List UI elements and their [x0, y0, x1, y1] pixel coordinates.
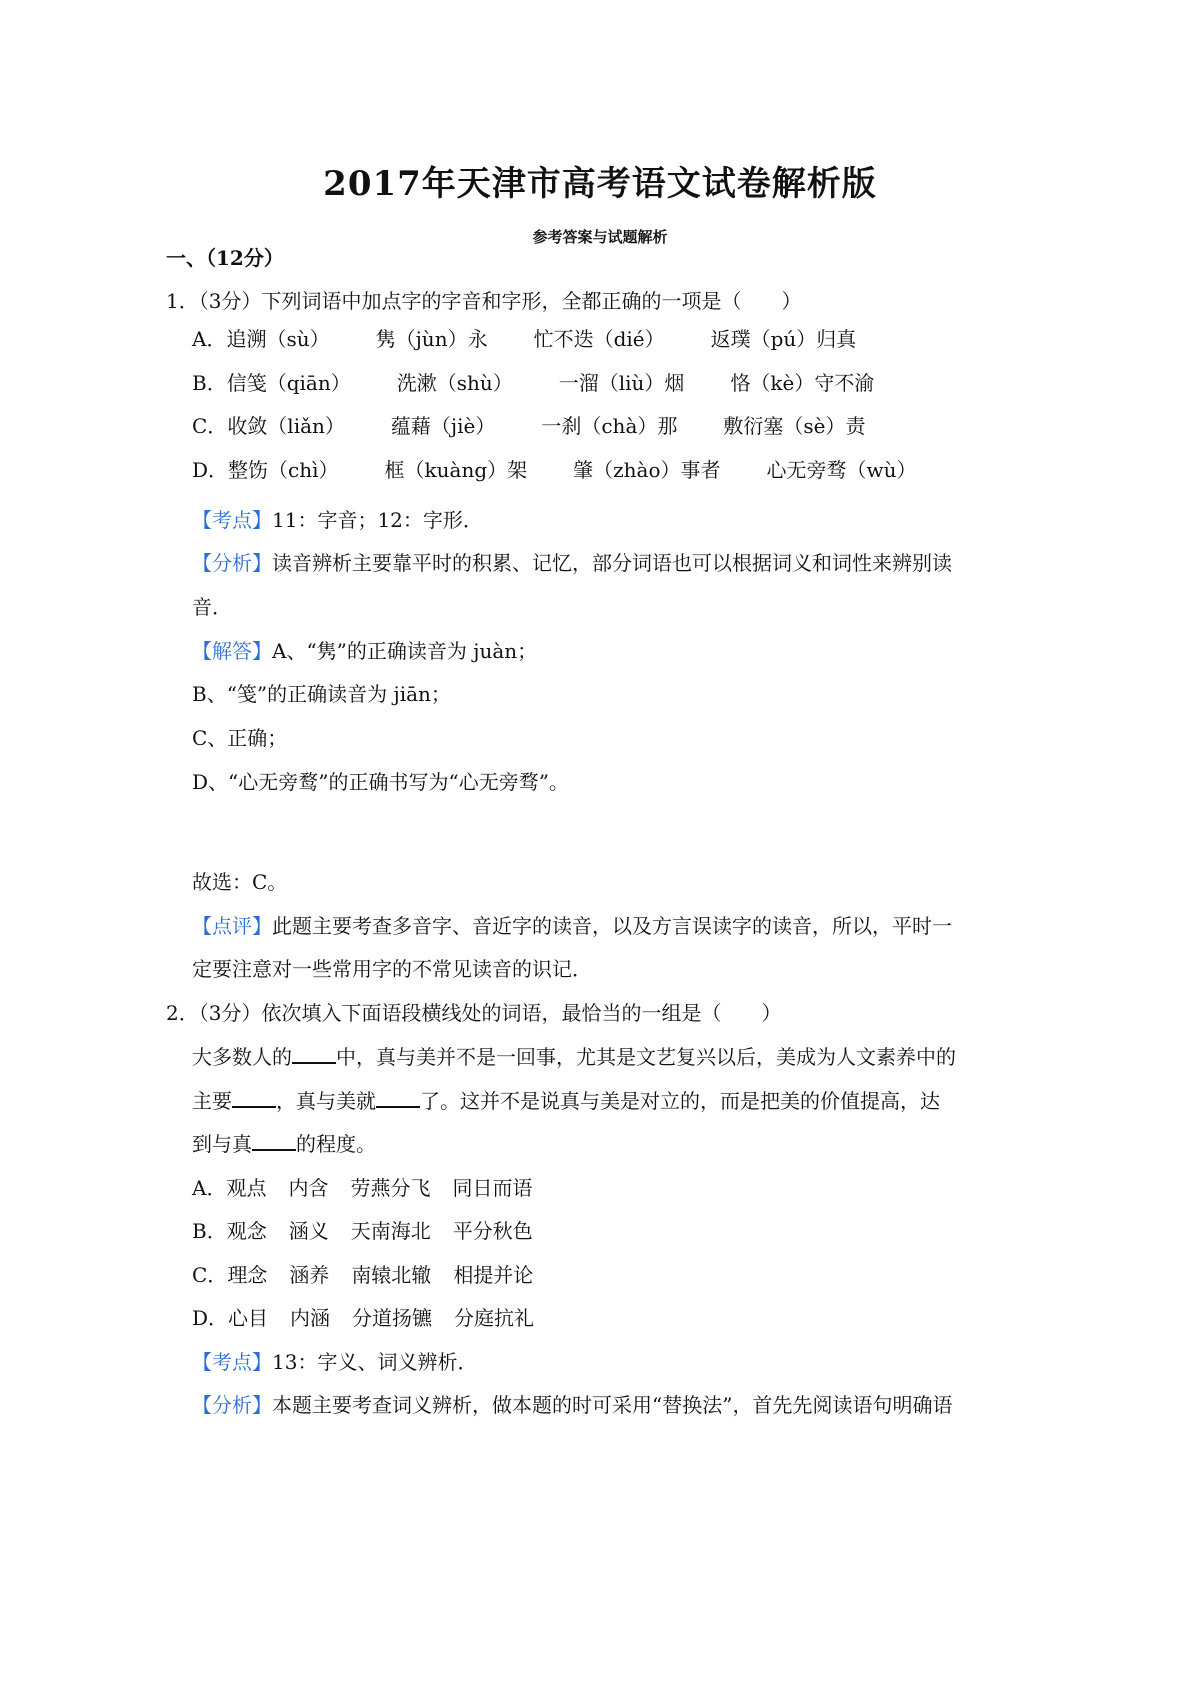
- option-item: 框（kuàng）架: [384, 458, 528, 482]
- option-label: B．: [192, 1219, 227, 1243]
- option-label: A．: [192, 327, 227, 351]
- q1-option-d: [192, 455, 917, 485]
- q1-jieda-c: C、正确；: [192, 726, 288, 750]
- option-item: 隽（jùn）永: [375, 327, 488, 351]
- q2-passage-line-3: [192, 1129, 376, 1159]
- option-item: 平分秋色: [452, 1219, 533, 1243]
- option-item: 恪（kè）守不渝: [730, 371, 875, 395]
- fenxi-tag: 【分析】: [192, 551, 272, 575]
- q2-fenxi: [192, 1390, 952, 1420]
- q1-dianping: [192, 911, 952, 941]
- fill-blank: [376, 1086, 420, 1108]
- q1-jieda-b: B、“笺”的正确读音为 jiān；: [192, 682, 451, 706]
- fill-blank: [292, 1042, 336, 1064]
- option-item: 洗漱（shù）: [396, 371, 513, 395]
- option-label: A．: [192, 1176, 227, 1200]
- section-heading: 一、（12分）: [166, 246, 284, 270]
- q1-option-b: [192, 368, 874, 398]
- option-label: D．: [192, 1306, 229, 1330]
- passage-text: 中，真与美并不是一回事，尤其是文艺复兴以后，美成为人文素养中的: [336, 1045, 956, 1069]
- q1-fenxi: [192, 548, 952, 578]
- q1-kaodian: [192, 505, 483, 535]
- q1-jieda: [192, 636, 537, 666]
- kaodian-text: 11：字音；12：字形．: [272, 508, 483, 532]
- option-item: 观念: [226, 1219, 267, 1243]
- question-2-stem: 2．（3分）依次填入下面语段横线处的词语，最恰当的一组是（ ）: [166, 1001, 782, 1025]
- passage-text: 大多数人的: [192, 1045, 292, 1069]
- option-item: 返璞（pú）归真: [710, 327, 857, 351]
- option-item: 涵义: [288, 1219, 329, 1243]
- option-item: 肇（zhào）事者: [573, 458, 721, 482]
- fenxi-text: 本题主要考查词义辨析，做本题的时可采用“替换法”，首先先阅读语句明确语: [272, 1393, 953, 1417]
- jieda-tag: 【解答】: [192, 639, 272, 663]
- question-1-stem: 1．（3分）下列词语中加点字的字音和字形，全都正确的一项是（ ）: [166, 289, 802, 313]
- passage-text: ，真与美就: [276, 1089, 376, 1113]
- q1-dianping-cont: 定要注意对一些常用字的不常见读音的识记．: [192, 957, 592, 981]
- fenxi-text: 读音辨析主要靠平时的积累、记忆，部分词语也可以根据词义和词性来辨别读: [272, 551, 952, 575]
- q2-passage-line-2: [192, 1086, 940, 1116]
- q1-jieda-d: D、“心无旁鹜”的正确书写为“心无旁骛”。: [192, 770, 569, 794]
- option-item: 涵养: [289, 1263, 330, 1287]
- passage-text: 到与真: [192, 1132, 252, 1156]
- option-item: 理念: [227, 1263, 268, 1287]
- q2-kaodian: [192, 1347, 477, 1377]
- passage-text: 的程度。: [296, 1132, 376, 1156]
- q2-option-a: [192, 1173, 554, 1203]
- q2-passage-line-1: [192, 1042, 956, 1072]
- option-label: C．: [192, 1263, 228, 1287]
- option-item: 追溯（sù）: [226, 327, 330, 351]
- option-item: 心无旁骛（wù）: [766, 458, 917, 482]
- option-item: 忙不迭（dié）: [533, 327, 665, 351]
- option-item: 分道扬镳: [352, 1306, 433, 1330]
- q1-option-a: [192, 324, 856, 354]
- option-item: 相提并论: [453, 1263, 534, 1287]
- option-item: 一刹（chà）那: [541, 414, 678, 438]
- jieda-text: A、“隽”的正确读音为 juàn；: [272, 639, 538, 663]
- option-item: 信笺（qiān）: [226, 371, 351, 395]
- passage-text: 了。这并不是说真与美是对立的，而是把美的价值提高，达: [420, 1089, 940, 1113]
- option-label: D．: [192, 458, 229, 482]
- option-item: 南辕北辙: [351, 1263, 432, 1287]
- option-item: 整饬（chì）: [228, 458, 339, 482]
- option-item: 心目: [228, 1306, 269, 1330]
- q1-fenxi-cont: 音．: [192, 595, 232, 619]
- q1-answer: 故选：C。: [192, 870, 288, 894]
- option-item: 敷衍塞（sè）责: [723, 414, 866, 438]
- option-item: 收敛（liǎn）: [227, 414, 345, 438]
- q2-option-b: [192, 1216, 555, 1246]
- kaodian-tag: 【考点】: [192, 508, 272, 532]
- dianping-tag: 【点评】: [192, 914, 272, 938]
- q2-option-d: [192, 1303, 556, 1333]
- q1-option-c: [192, 411, 865, 441]
- q2-option-c: [192, 1260, 555, 1290]
- option-item: 蕴藉（jiè）: [390, 414, 496, 438]
- option-item: 同日而语: [452, 1176, 533, 1200]
- fill-blank: [252, 1129, 296, 1151]
- option-item: 天南海北: [350, 1219, 431, 1243]
- fill-blank: [232, 1086, 276, 1108]
- option-label: B．: [192, 371, 227, 395]
- passage-text: 主要: [192, 1089, 232, 1113]
- option-item: 分庭抗礼: [454, 1306, 535, 1330]
- option-item: 一溜（liù）烟: [558, 371, 685, 395]
- page-title: 2017年天津市高考语文试卷解析版: [323, 164, 877, 204]
- page-subtitle: 参考答案与试题解析: [532, 228, 668, 246]
- option-item: 内涵: [290, 1306, 331, 1330]
- option-item: 劳燕分飞: [350, 1176, 431, 1200]
- fenxi-tag: 【分析】: [192, 1393, 272, 1417]
- kaodian-text: 13：字义、词义辨析．: [272, 1350, 478, 1374]
- option-label: C．: [192, 414, 228, 438]
- option-item: 观点: [226, 1176, 267, 1200]
- option-item: 内含: [288, 1176, 329, 1200]
- dianping-text: 此题主要考查多音字、音近字的读音，以及方言误读字的读音，所以，平时一: [272, 914, 952, 938]
- kaodian-tag: 【考点】: [192, 1350, 272, 1374]
